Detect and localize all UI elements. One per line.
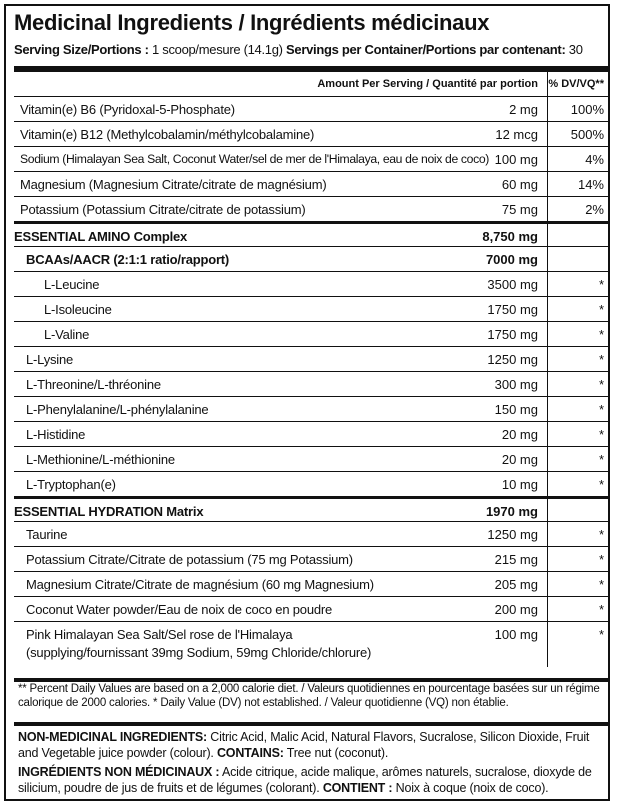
table-row [14, 571, 610, 596]
contains-fr-text: Noix à coque (noix de coco). [392, 780, 549, 795]
ingredient-dv: * [598, 627, 604, 642]
column-divider [547, 172, 548, 196]
column-divider [547, 197, 548, 221]
ingredient-amount: 7000 mg [485, 252, 538, 267]
ingredient-amount: 1250 mg [487, 527, 538, 542]
serving-info [14, 42, 610, 57]
column-divider [547, 422, 548, 446]
ingredient-amount: 100 mg [494, 627, 538, 642]
contains-en-label: CONTAINS: [216, 745, 284, 760]
ingredient-amount: 200 mg [494, 602, 538, 617]
column-divider [547, 547, 548, 571]
nonmedicinal-english [18, 730, 610, 761]
ingredient-amount: 1970 mg [485, 504, 538, 519]
ingredient-dv: * [598, 277, 604, 292]
table-row [14, 171, 610, 196]
ingredient-amount: 20 mg [501, 427, 538, 442]
ingredient-amount: 150 mg [494, 402, 538, 417]
dv-column-header: % DV/VQ** [548, 78, 604, 90]
table-row [14, 271, 610, 296]
footnote-line-2: calorique de 2000 calories. * Daily Value (DV) not established. / Valeur quotidienne (VQ) non établie. [18, 697, 509, 709]
amount-column-header: Amount Per Serving / Quantité par portion [317, 78, 538, 90]
column-divider [547, 97, 548, 121]
ingredients-table [14, 96, 610, 667]
ingredient-amount: 60 mg [501, 177, 538, 192]
nonmedicinal-fr-label: INGRÉDIENTS NON MÉDICINAUX : [18, 765, 220, 779]
ingredient-name: Potassium Citrate/Citrate de potassium (75 mg Potassium) [26, 552, 353, 567]
ingredient-name: L-Methionine/L-méthionine [26, 452, 175, 467]
column-divider [547, 272, 548, 296]
nonmedicinal-french [18, 765, 610, 796]
table-row [14, 446, 610, 471]
ingredient-dv: * [598, 452, 604, 467]
column-divider [547, 297, 548, 321]
ingredient-dv: * [598, 427, 604, 442]
column-divider [547, 122, 548, 146]
column-divider [547, 147, 548, 171]
ingredient-name: Magnesium Citrate/Citrate de magnésium (60 mg Magnesium) [26, 577, 374, 592]
ingredient-amount: 10 mg [501, 477, 538, 492]
ingredient-dv: 4% [585, 152, 604, 167]
ingredient-dv: * [598, 602, 604, 617]
ingredient-name: Sodium (Himalayan Sea Salt, Coconut Water/sel de mer de l'Himalaya, eau de noix de coco) [20, 152, 489, 166]
column-divider [547, 572, 548, 596]
column-divider [547, 322, 548, 346]
ingredient-amount: 205 mg [494, 577, 538, 592]
ingredient-name: Coconut Water powder/Eau de noix de coco en poudre [26, 602, 333, 617]
ingredient-name: L-Leucine [44, 277, 100, 292]
ingredient-amount: 75 mg [501, 202, 538, 217]
ingredient-name: L-Threonine/L-thréonine [26, 377, 161, 392]
ingredient-amount: 215 mg [494, 552, 538, 567]
contains-fr-label: CONTIENT : [322, 780, 393, 795]
ingredient-dv: * [598, 377, 604, 392]
column-divider [547, 372, 548, 396]
column-divider [547, 622, 548, 667]
column-divider [547, 447, 548, 471]
column-divider [547, 397, 548, 421]
table-row [14, 496, 610, 521]
ingredient-dv: 2% [585, 202, 604, 217]
ingredient-amount: 8,750 mg [482, 229, 538, 244]
table-row [14, 346, 610, 371]
ingredient-name: L-Lysine [26, 352, 74, 367]
table-row [14, 371, 610, 396]
nonmedicinal-en-label: NON-MEDICINAL INGREDIENTS: [18, 730, 208, 744]
ingredient-name: L-Histidine [26, 427, 86, 442]
table-row [14, 221, 610, 246]
ingredient-name: BCAAs/AACR (2:1:1 ratio/rapport) [26, 252, 230, 267]
ingredient-name: L-Phenylalanine/L-phénylalanine [26, 402, 209, 417]
table-row [14, 321, 610, 346]
ingredient-amount: 20 mg [501, 452, 538, 467]
table-row [14, 471, 610, 496]
column-divider [547, 499, 548, 521]
ingredient-dv: 100% [570, 102, 604, 117]
ingredient-dv: 14% [577, 177, 604, 192]
servings-per-container-value: 30 [565, 42, 583, 57]
ingredient-name: Pink Himalayan Sea Salt/Sel rose de l'Himalaya [26, 627, 293, 642]
column-divider [547, 224, 548, 246]
table-header [14, 66, 610, 96]
table-row [14, 596, 610, 621]
ingredient-name: Vitamin(e) B6 (Pyridoxal-5-Phosphate) [20, 102, 235, 117]
nonmedicinal-fr-text: Acide citrique, acide malique, arômes naturels, sucralose, dioxyde de silicium, poudre de jus de fruits et de légumes (colorant). [18, 765, 592, 795]
ingredient-dv: * [598, 327, 604, 342]
ingredient-dv: * [598, 577, 604, 592]
table-row [14, 146, 610, 171]
ingredient-amount: 2 mg [509, 102, 538, 117]
nonmedicinal-ingredients [18, 730, 610, 796]
table-row [14, 521, 610, 546]
serving-size-label: Serving Size/Portions : [14, 42, 149, 57]
ingredient-name: Magnesium (Magnesium Citrate/citrate de magnésium) [20, 177, 327, 192]
servings-per-container-label: Servings per Container/Portions par contenant: [286, 42, 566, 57]
ingredient-amount: 3500 mg [487, 277, 538, 292]
ingredient-dv: * [598, 477, 604, 492]
column-divider [547, 597, 548, 621]
nonmedicinal-en-text: Citric Acid, Malic Acid, Natural Flavors, Sucralose, Silicon Dioxide, Fruit and Vegetable juice powder (colour). [18, 730, 590, 760]
footnote-line-1: ** Percent Daily Values are based on a 2,000 calorie diet. / Valeurs quotidiennes en pourcentage basées sur un régime [18, 683, 600, 695]
ingredient-dv: * [598, 527, 604, 542]
ingredient-amount: 1250 mg [487, 352, 538, 367]
serving-size-value: 1 scoop/mesure (14.1g) [148, 42, 287, 57]
ingredient-name: ESSENTIAL AMINO Complex [14, 229, 188, 244]
table-row [14, 396, 610, 421]
ingredient-amount: 1750 mg [487, 302, 538, 317]
table-row [14, 296, 610, 321]
table-row [14, 196, 610, 221]
supplement-facts-panel [4, 4, 610, 801]
ingredient-name: Potassium (Potassium Citrate/citrate de potassium) [20, 202, 306, 217]
ingredient-amount: 1750 mg [487, 327, 538, 342]
ingredient-dv: * [598, 402, 604, 417]
ingredient-name-detail: (supplying/fournissant 39mg Sodium, 59mg Chloride/chlorure) [26, 645, 372, 660]
table-row [14, 546, 610, 571]
ingredient-amount: 100 mg [494, 152, 538, 167]
table-row [14, 621, 610, 667]
ingredient-name: L-Isoleucine [44, 302, 112, 317]
table-row [14, 121, 610, 146]
ingredient-amount: 300 mg [494, 377, 538, 392]
ingredient-dv: * [598, 302, 604, 317]
ingredient-dv: * [598, 352, 604, 367]
ingredient-name: Taurine [26, 527, 68, 542]
ingredient-dv: * [598, 552, 604, 567]
ingredient-name: Vitamin(e) B12 (Methylcobalamin/méthylcobalamine) [20, 127, 315, 142]
column-divider [547, 347, 548, 371]
ingredient-name: ESSENTIAL HYDRATION Matrix [14, 504, 204, 519]
panel-title: Medicinal Ingredients / Ingrédients médicinaux [14, 10, 490, 35]
table-row [14, 96, 610, 121]
ingredient-name: L-Valine [44, 327, 90, 342]
column-divider [547, 522, 548, 546]
contains-en-text: Tree nut (coconut). [283, 745, 389, 760]
ingredient-name: L-Tryptophan(e) [26, 477, 116, 492]
column-divider [547, 472, 548, 496]
ingredient-amount: 12 mcg [495, 127, 538, 142]
footnote [18, 682, 610, 710]
table-row [14, 246, 610, 271]
nonmedicinal-divider [14, 722, 610, 726]
column-divider [547, 247, 548, 271]
table-row [14, 421, 610, 446]
ingredient-dv: 500% [570, 127, 604, 142]
